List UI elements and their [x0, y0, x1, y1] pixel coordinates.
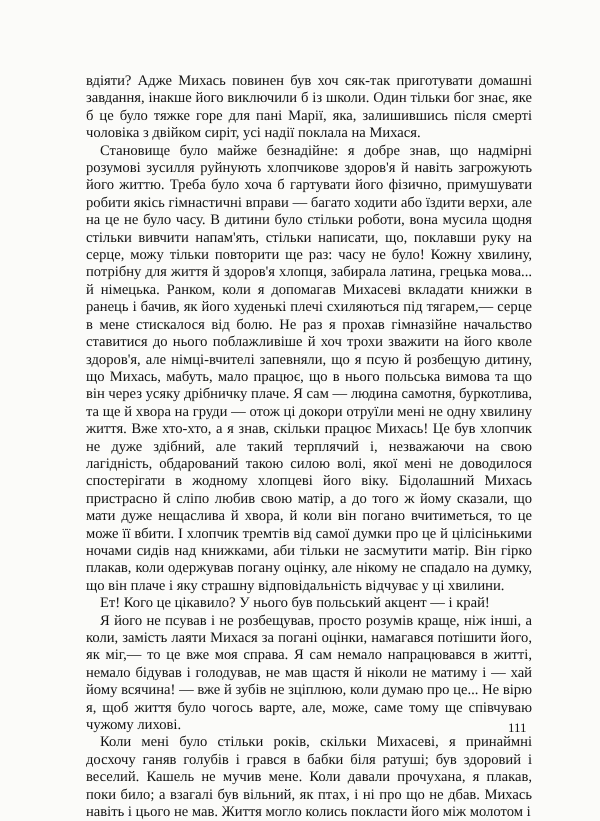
paragraph-5: Коли мені було стільки років, скільки Михасеві, я принаймні досхочу ганяв голубів і грався в бабки біля ратуші; був здоровий і веселий. Кашель не мучив мене. Коли давали прочухана, я плакав, поки било; а взагалі був вільний, як птах, і ні про що не дбав. Михась навіть і цього не мав. Життя могло колись покласти його між молотом і — [86, 734, 532, 821]
paragraph-4: Я його не псував і не розбещував, просто розумів краще, ніж інші, а коли, замість лаяти Михася за погані оцінки, намагався потішити його, як міг,— то це вже моя справа. Я сам немало напрацювався в житті, немало бідував і голодував, не мав щастя й ніколи не матиму і — хай йому всячина! — вже й зубів не зціплюю, коли думаю про це... Не вірю я, щоб життя було чогось варте, але, може, саме тому ще співчуваю чужому лихові. — [86, 612, 532, 734]
paragraph-2: Становище було майже безнадійне: я добре знав, що надмірні розумові зусилля руйнують хлопчикове здоров'я й навіть загрожують його життю. Треба було хоча б гартувати його фізично, примушувати робити якісь гімнастичні вправи — багато ходити або їздити верхи, але на це не було часу. В дитини було стільки роботи, вона мусила щодня стільки вивчити напам'ять, стільки написати, що, поклавши руку на серце, можу тільки повторити ще раз: часу не було! Кожну хвилину, потрібну для життя й здоров'я хлопця, забирала латина, грецька мова... й німецька. Ранком, коли я допомагав Михасеві вкладати книжки в ранець і бачив, як його худенькі плечі схиляються під тягарем,— серце в мене стискалося від болю. Не раз я прохав гімназійне начальство ставитися до нього поблажливіше й хоч трохи зважити на його кволе здоров'я, але німці-вчителі запевняли, що я псую й розбещую дитину, що Михась, мабуть, мало працює, що в нього польська вимова та що він через усяку дрібничку плаче. Я сам — людина самотня, буркотлива, та ще й хвора на груди — отож ці докори отруїли мені не одну хвилину життя. Вже хто-хто, а я знав, скільки працює Михась! Це був хлопчик не дуже здібний, але такий терплячий і, незважаючи на свою лагідність, обдарований такою силою волі, якої мені не доводилося спостерігати в жодному хлопцеві його віку. Бідолашний Михась пристрасно й сліпо любив свою матір, а до того ж йому сказали, що мати дуже нещаслива й хвора, й коли він погано вчитиметься, то це може її вбити. І хлопчик тремтів від самої думки про це й цілісінькими ночами сидів над книжками, аби тільки не засмутити матір. Він гірко плакав, коли одержував погану оцінку, але нікому не спадало на думку, що він плаче і яку страшну відповідальність відчуває у ці хвилини. — [86, 142, 532, 594]
paragraph-1: вдіяти? Адже Михась повинен був хоч сяк-так приготувати домашні завдання, інакше його виключили б із школи. Один тільки бог знає, яке б це було тяжке горе для пані Марії, яка, залишившись після смерті чоловіка з двійком сиріт, усі надії поклала на Михася. — [86, 73, 532, 142]
page-number: 111 — [508, 720, 527, 735]
paragraph-3: Ет! Кого це цікавило? У нього був польський акцент — і край! — [100, 595, 490, 612]
book-page-text — [86, 73, 532, 821]
